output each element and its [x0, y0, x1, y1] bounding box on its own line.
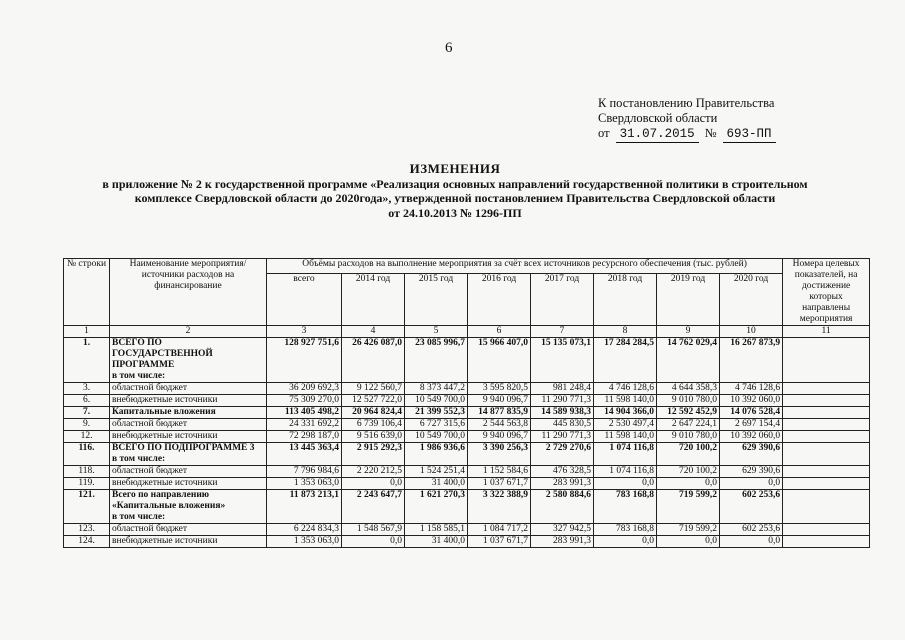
value-cell: 3 390 256,3: [468, 443, 531, 466]
row-name: внебюджетные источники: [112, 431, 218, 441]
row-name: внебюджетные источники: [112, 395, 218, 405]
value-cell: 15 966 407,0: [468, 338, 531, 383]
row-name-cell: [110, 338, 267, 383]
value-cell: 4 644 358,3: [657, 383, 720, 395]
value-cell: 16 267 873,9: [720, 338, 783, 383]
header-name: Наименование мероприятия/источники расходов на финансирование: [110, 259, 267, 326]
value-cell: 1 084 717,2: [468, 524, 531, 536]
value-cell: 1 037 671,7: [468, 536, 531, 548]
header-2017: 2017 год: [531, 274, 594, 326]
value-cell: 11 290 771,3: [531, 431, 594, 443]
value-cell: 9 940 096,7: [468, 431, 531, 443]
value-cell: 629 390,6: [720, 466, 783, 478]
value-cell: 10 392 060,0: [720, 395, 783, 407]
value-cell: 14 589 938,3: [531, 407, 594, 419]
header-2016: 2016 год: [468, 274, 531, 326]
value-cell: 0,0: [342, 478, 405, 490]
row-name-cell: [110, 466, 267, 478]
target-cell: [783, 383, 870, 395]
value-cell: 283 991,3: [531, 536, 594, 548]
value-cell: 1 074 116,8: [594, 466, 657, 478]
value-cell: 11 290 771,3: [531, 395, 594, 407]
column-number: 5: [405, 326, 468, 338]
table-row: [64, 407, 870, 419]
value-cell: 6 727 315,6: [405, 419, 468, 431]
header-targets: Номера целевых показателей, на достижение которых направлены мероприятия: [783, 259, 870, 326]
column-number: 4: [342, 326, 405, 338]
row-index: 116.: [64, 443, 110, 466]
value-cell: 113 405 498,2: [267, 407, 342, 419]
value-cell: 476 328,5: [531, 466, 594, 478]
value-cell: 1 353 063,0: [267, 536, 342, 548]
target-cell: [783, 536, 870, 548]
value-cell: 12 527 722,0: [342, 395, 405, 407]
value-cell: 720 100,2: [657, 443, 720, 466]
row-name: областной бюджет: [112, 524, 188, 534]
target-cell: [783, 338, 870, 383]
value-cell: 981 248,4: [531, 383, 594, 395]
value-cell: 783 168,8: [594, 490, 657, 524]
row-index: 12.: [64, 431, 110, 443]
row-index: 124.: [64, 536, 110, 548]
value-cell: 719 599,2: [657, 524, 720, 536]
value-cell: 0,0: [720, 536, 783, 548]
row-subtitle: в том числе:: [112, 454, 166, 464]
value-cell: 72 298 187,0: [267, 431, 342, 443]
target-cell: [783, 443, 870, 466]
value-cell: 1 074 116,8: [594, 443, 657, 466]
row-name-cell: [110, 443, 267, 466]
value-cell: 9 010 780,0: [657, 431, 720, 443]
value-cell: 629 390,6: [720, 443, 783, 466]
value-cell: 2 243 647,7: [342, 490, 405, 524]
row-index: 7.: [64, 407, 110, 419]
approval-line-1: К постановлению Правительства: [598, 96, 775, 110]
budget-table: [63, 258, 870, 548]
row-subtitle: в том числе:: [112, 371, 166, 381]
value-cell: 10 549 700,0: [405, 431, 468, 443]
value-cell: 3 595 820,5: [468, 383, 531, 395]
target-cell: [783, 478, 870, 490]
value-cell: 8 373 447,2: [405, 383, 468, 395]
value-cell: 4 746 128,6: [720, 383, 783, 395]
column-number: 11: [783, 326, 870, 338]
table-row: [64, 338, 870, 383]
value-cell: 602 253,6: [720, 490, 783, 524]
column-number: 10: [720, 326, 783, 338]
value-cell: 1 548 567,9: [342, 524, 405, 536]
header-total: всего: [267, 274, 342, 326]
value-cell: 26 426 087,0: [342, 338, 405, 383]
value-cell: 10 549 700,0: [405, 395, 468, 407]
value-cell: 11 598 140,0: [594, 395, 657, 407]
header-2019: 2019 год: [657, 274, 720, 326]
header-2014: 2014 год: [342, 274, 405, 326]
table-row: [64, 395, 870, 407]
value-cell: 3 322 388,9: [468, 490, 531, 524]
value-cell: 2 544 563,8: [468, 419, 531, 431]
value-cell: 327 942,5: [531, 524, 594, 536]
value-cell: 6 224 834,3: [267, 524, 342, 536]
target-cell: [783, 395, 870, 407]
heading-line-3: от 24.10.2013 № 1296-ПП: [388, 205, 522, 220]
row-name: областной бюджет: [112, 466, 188, 476]
value-cell: 4 746 128,6: [594, 383, 657, 395]
value-cell: 1 621 270,3: [405, 490, 468, 524]
row-subtitle: в том числе:: [112, 512, 166, 522]
row-index: 3.: [64, 383, 110, 395]
row-name: областной бюджет: [112, 383, 188, 393]
row-name-cell: [110, 431, 267, 443]
approval-block: [598, 96, 776, 143]
value-cell: 14 904 366,0: [594, 407, 657, 419]
table-row: [64, 524, 870, 536]
value-cell: 1 152 584,6: [468, 466, 531, 478]
row-index: 123.: [64, 524, 110, 536]
target-cell: [783, 407, 870, 419]
row-name: Капитальные вложения: [112, 407, 216, 417]
row-name-cell: [110, 524, 267, 536]
row-index: 119.: [64, 478, 110, 490]
column-number: 7: [531, 326, 594, 338]
value-cell: 9 122 560,7: [342, 383, 405, 395]
value-cell: 20 964 824,4: [342, 407, 405, 419]
value-cell: 719 599,2: [657, 490, 720, 524]
value-cell: 10 392 060,0: [720, 431, 783, 443]
value-cell: 14 762 029,4: [657, 338, 720, 383]
table-row: [64, 478, 870, 490]
from-label: от: [598, 126, 610, 140]
value-cell: 2 647 224,1: [657, 419, 720, 431]
row-name-cell: [110, 419, 267, 431]
heading-line-2: комплексе Свердловской области до 2020года», утвержденной постановлением Правительства Свердловской области: [134, 191, 776, 205]
row-index: 9.: [64, 419, 110, 431]
document-title: ИЗМЕНЕНИЯ: [409, 161, 501, 176]
value-cell: 17 284 284,5: [594, 338, 657, 383]
table-row: [64, 536, 870, 548]
row-name: ВСЕГО ПО ПОДПРОГРАММЕ 3: [112, 443, 255, 453]
header-row-no: № строки: [64, 259, 110, 326]
column-number: 1: [64, 326, 110, 338]
row-name-cell: [110, 478, 267, 490]
value-cell: 2 697 154,4: [720, 419, 783, 431]
value-cell: 1 353 063,0: [267, 478, 342, 490]
row-name: внебюджетные источники: [112, 536, 218, 546]
value-cell: 2 915 292,3: [342, 443, 405, 466]
row-name-cell: [110, 490, 267, 524]
heading-line-1: в приложение № 2 к государственной программе «Реализация основных направлений государственной политики в строительном: [102, 176, 808, 191]
approval-line-2: Свердловской области: [598, 111, 718, 125]
table-row: [64, 383, 870, 395]
value-cell: 6 739 106,4: [342, 419, 405, 431]
header-2020: 2020 год: [720, 274, 783, 326]
value-cell: 720 100,2: [657, 466, 720, 478]
value-cell: 9 010 780,0: [657, 395, 720, 407]
column-number: 8: [594, 326, 657, 338]
value-cell: 24 331 692,2: [267, 419, 342, 431]
value-cell: 2 530 497,4: [594, 419, 657, 431]
column-number: 3: [267, 326, 342, 338]
value-cell: 14 877 835,9: [468, 407, 531, 419]
approval-date: 31.07.2015: [616, 127, 699, 143]
value-cell: 12 592 452,9: [657, 407, 720, 419]
value-cell: 783 168,8: [594, 524, 657, 536]
value-cell: 31 400,0: [405, 536, 468, 548]
value-cell: 1 524 251,4: [405, 466, 468, 478]
value-cell: 9 516 639,0: [342, 431, 405, 443]
row-name-cell: [110, 536, 267, 548]
value-cell: 31 400,0: [405, 478, 468, 490]
value-cell: 0,0: [720, 478, 783, 490]
row-index: 6.: [64, 395, 110, 407]
value-cell: 0,0: [342, 536, 405, 548]
row-name: ВСЕГО ПО ГОСУДАРСТВЕННОЙ ПРОГРАММЕ: [112, 338, 213, 370]
value-cell: 7 796 984,6: [267, 466, 342, 478]
row-index: 121.: [64, 490, 110, 524]
value-cell: 2 220 212,5: [342, 466, 405, 478]
header-volumes: Объёмы расходов на выполнение мероприятия за счёт всех источников ресурсного обеспечения (тыс. рублей): [267, 259, 783, 274]
value-cell: 1 158 585,1: [405, 524, 468, 536]
value-cell: 21 399 552,3: [405, 407, 468, 419]
row-name: внебюджетные источники: [112, 478, 218, 488]
value-cell: 2 729 270,6: [531, 443, 594, 466]
value-cell: 11 873 213,1: [267, 490, 342, 524]
row-name: Всего по направлению «Капитальные вложения»: [112, 490, 226, 511]
value-cell: 1 037 671,7: [468, 478, 531, 490]
value-cell: 0,0: [594, 478, 657, 490]
target-cell: [783, 431, 870, 443]
value-cell: 36 209 692,3: [267, 383, 342, 395]
row-name-cell: [110, 407, 267, 419]
column-number: 2: [110, 326, 267, 338]
value-cell: 14 076 528,4: [720, 407, 783, 419]
value-cell: 75 309 270,0: [267, 395, 342, 407]
value-cell: 13 445 363,4: [267, 443, 342, 466]
table-row: [64, 431, 870, 443]
target-cell: [783, 490, 870, 524]
row-index: 1.: [64, 338, 110, 383]
target-cell: [783, 524, 870, 536]
row-name-cell: [110, 395, 267, 407]
number-label: №: [704, 126, 717, 140]
header-2018: 2018 год: [594, 274, 657, 326]
table-row: [64, 466, 870, 478]
column-number-row: [64, 326, 870, 338]
row-index: 118.: [64, 466, 110, 478]
header-2015: 2015 год: [405, 274, 468, 326]
value-cell: 0,0: [657, 536, 720, 548]
row-name: областной бюджет: [112, 419, 188, 429]
table-row: [64, 490, 870, 524]
value-cell: 128 927 751,6: [267, 338, 342, 383]
table-row: [64, 443, 870, 466]
column-number: 9: [657, 326, 720, 338]
value-cell: 0,0: [657, 478, 720, 490]
value-cell: 9 940 096,7: [468, 395, 531, 407]
value-cell: 23 085 996,7: [405, 338, 468, 383]
approval-number: 693-ПП: [723, 127, 776, 143]
approval-date-line: [598, 126, 776, 143]
target-cell: [783, 419, 870, 431]
target-cell: [783, 466, 870, 478]
column-number: 6: [468, 326, 531, 338]
value-cell: 283 991,3: [531, 478, 594, 490]
value-cell: 2 580 884,6: [531, 490, 594, 524]
value-cell: 11 598 140,0: [594, 431, 657, 443]
table-row: [64, 419, 870, 431]
value-cell: 0,0: [594, 536, 657, 548]
page-number: 6: [445, 40, 453, 56]
value-cell: 15 135 073,1: [531, 338, 594, 383]
document-heading: [60, 162, 850, 220]
row-name-cell: [110, 383, 267, 395]
value-cell: 445 830,5: [531, 419, 594, 431]
value-cell: 602 253,6: [720, 524, 783, 536]
value-cell: 1 986 936,6: [405, 443, 468, 466]
